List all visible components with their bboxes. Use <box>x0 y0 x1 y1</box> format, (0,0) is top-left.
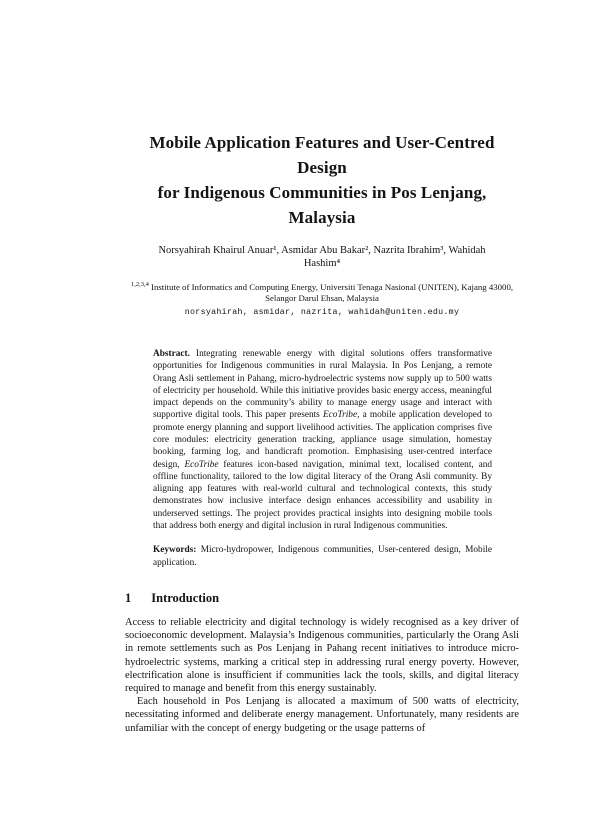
authors-line: Norsyahirah Khairul Anuar¹, Asmidar Abu Bakar², Nazrita Ibrahim³, Wahidah Hashim⁴ <box>158 245 486 269</box>
paper-title <box>125 130 519 230</box>
affiliation-line <box>125 279 519 304</box>
section-1-title: Introduction <box>151 590 220 605</box>
abstract-text-1: Integrating renewable energy with digital solutions offers transformative opportunities for Indigenous communities in rural Malaysia. In Pos Lenjang, a remote Orang Asli settlement in Pahang, micro-hydroelectric systems now supply up to 500 watts of electricity per household. While this initiative provides basic energy access, meaningful impact depends on the community’s ability to manage energy usage and interact with supportive digital tools. This paper presents <box>153 348 492 421</box>
affiliation-text: Institute of Informatics and Computing Energy, Universiti Tenaga Nasional (UNITEN), Kajang 43000, Selangor Darul Ehsan, Malaysia <box>148 281 514 303</box>
intro-paragraph-1: Access to reliable electricity and digital technology is widely recognised as a key driver of socioeconomic development. Malaysia’s Indigenous communities, particularly the Orang Asli in remote settlements such as Pos Lenjang in Pahang recent initiatives to introduce micro-hydroelectric systems, marking a critical step in addressing rural energy poverty. However, electrification alone is insufficient if communities lack the tools, skills, and digital literacy required to manage and benefit from this energy sustainably. <box>125 616 519 694</box>
affiliation-superscript: 1,2,3,4 <box>130 281 149 288</box>
abstract-paragraph <box>153 348 492 532</box>
intro-paragraph-2: Each household in Pos Lenjang is allocated a maximum of 500 watts of electricity, necessitating informed and deliberate energy management. Unfortunately, many residents are unfamiliar with the concept of energy budgeting or the usage patterns of <box>125 696 519 734</box>
app-name-italic: EcoTribe <box>184 459 219 470</box>
paper-title-line2: for Indigenous Communities in Pos Lenjang, Malaysia <box>157 183 487 227</box>
abstract-text-2: , a mobile application developed to promote energy planning and support livelihood activities. The application comprises five core modules: electricity generation tracking, appliance usage simulation, homestay booking, farming log, and handicraft promotion. Emphasising user-centred interface design, <box>153 410 493 470</box>
abstract-label: Abstract. <box>153 348 190 359</box>
keywords-paragraph <box>153 544 492 569</box>
section-1-number: 1 <box>125 590 132 605</box>
section-1-heading <box>125 591 519 605</box>
page-content <box>125 0 519 735</box>
keywords-text: Micro-hydropower, Indigenous communities, User-centered design, Mobile application. <box>153 545 492 568</box>
email-line: norsyahirah, asmidar, nazrita, wahidah@uniten.edu.my <box>184 307 460 317</box>
paper-title-line1: Mobile Application Features and User-Centred Design <box>149 133 495 177</box>
app-name-italic: EcoTribe <box>322 410 358 421</box>
keywords-label: Keywords: <box>153 545 197 556</box>
abstract-text-3: features icon-based navigation, minimal text, localised content, and offline functionality, tailored to the low digital literacy of the Orang Asli community. By aligning app features with real-world cultural and technological contexts, this study demonstrates how inclusive interface design enhances accessibility and usability in underserved settings. The project provides practical insights into designing mobile tools that address both energy and digital inclusion in rural Indigenous communities. <box>153 459 492 532</box>
